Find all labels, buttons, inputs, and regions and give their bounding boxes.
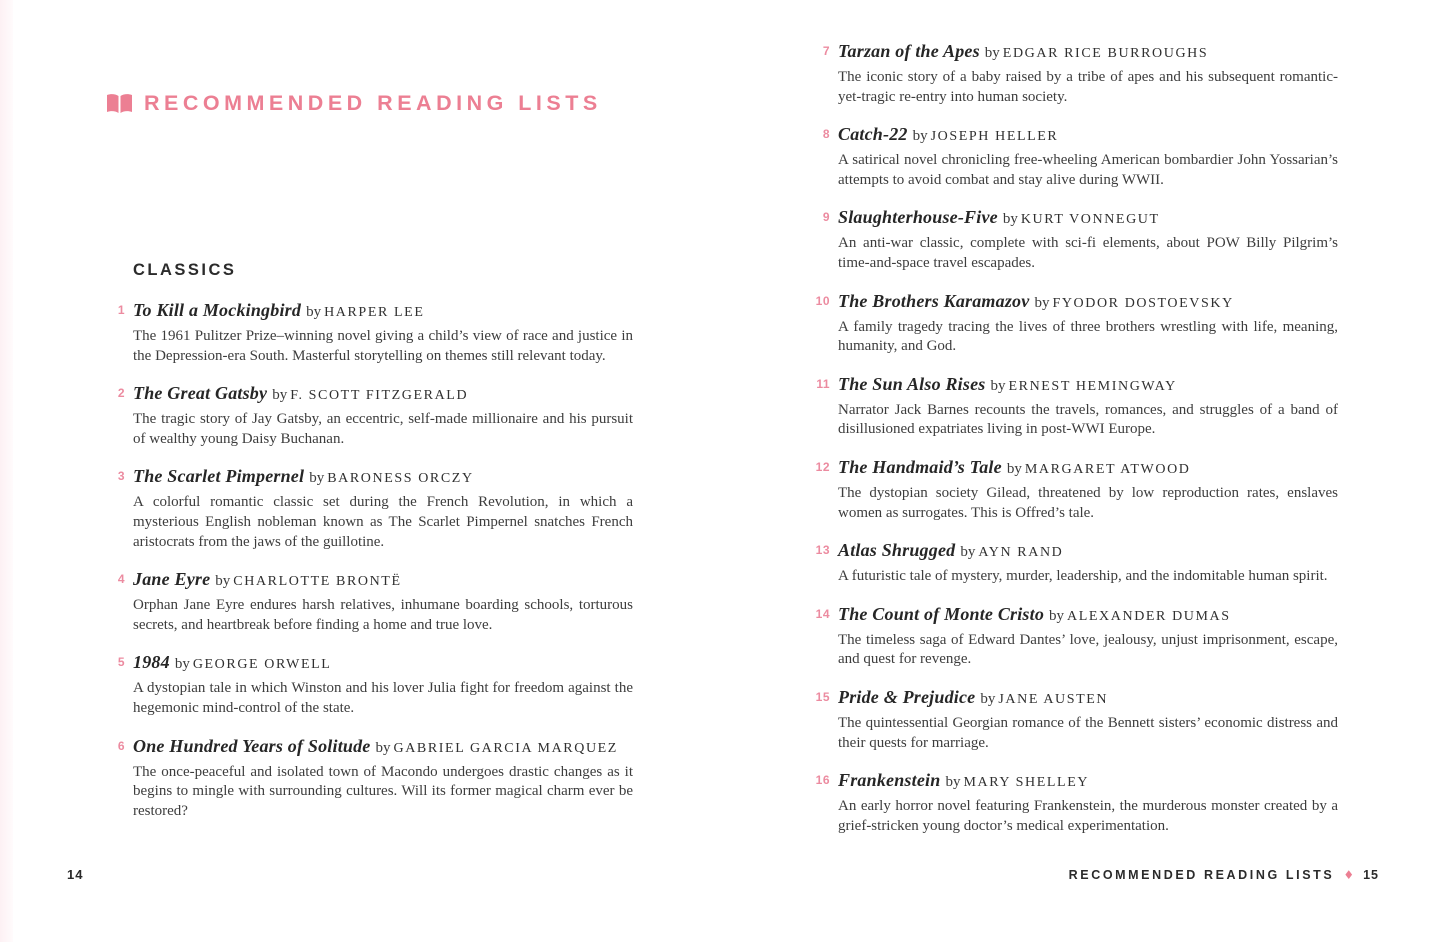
book-description: An early horror novel featuring Frankenstein, the murderous monster created by a grief-stricken young doctor’s medical experimentation. [838,798,1338,834]
by-label: by [1006,460,1022,477]
entry-number: 5 [117,655,125,670]
book-description: The once-peaceful and isolated town of Macondo undergoes drastic changes as it begins to mingle with surrounding cultures. Will its former magical charm ever be restored? [133,763,633,819]
entry-number: 10 [815,293,830,308]
by-label: by [945,774,961,791]
by-label: by [1002,211,1018,228]
book-entry [117,380,633,449]
book-entry [816,371,1338,440]
entry-title-line [133,649,633,678]
book-entry [822,38,1338,107]
book-entry [815,288,1338,357]
book-author: ALEXANDER DUMAS [1067,608,1231,624]
entry-number: 7 [822,44,830,58]
book-author: KURT VONNEGUT [1020,212,1160,228]
book-entry [815,684,1338,753]
book-description: The timeless saga of Edward Dantes’ love, jealousy, unjust imprisonment, escape, and quest for revenge. [838,631,1338,668]
book-author: HARPER LEE [324,305,425,320]
book-description: The tragic story of Jay Gatsby, an eccentric, self-made millionaire and his pursuit of wealthy young Daisy Buchanan. [133,411,633,447]
book-description: A dystopian tale in which Winston and his lover Julia fight for freedom against the hegemonic mind-control of the state. [133,680,633,716]
book-title: The Great Gatsby [133,383,268,404]
entry-title-line [133,463,633,492]
page-edge-strip [0,0,13,942]
entry-title-line [133,297,633,326]
page-number-left: 14 [67,867,84,882]
entry-title-line [838,204,1338,233]
by-label: by [1034,294,1050,311]
by-label: by [980,690,996,707]
book-title: The Sun Also Rises [838,373,986,394]
book-description: A family tragedy tracing the lives of three brothers wrestling with life, meaning, humanity, and God. [838,318,1338,355]
book-description: The quintessential Georgian romance of the Bennett sisters’ economic distress and their quests for marriage. [838,714,1338,751]
book-title: Jane Eyre [133,569,211,590]
book-entry [117,463,633,552]
book-author: MARGARET ATWOOD [1024,461,1191,477]
diamond-icon: ♦ [1343,868,1355,882]
book-entry [815,454,1338,523]
entry-number: 2 [117,386,125,401]
book-description: A satirical novel chronicling free-wheeling American bombardier John Yossarian’s attempts to avoid combat and stay alive during WWII. [838,152,1338,188]
reading-list-right-column [815,38,1338,850]
book-description: The dystopian society Gilead, threatened by low reproduction rates, enslaves women as surrogates. This is Offred’s tale. [838,484,1338,521]
entry-title-line [838,371,1338,400]
entry-title-line [838,38,1338,67]
entry-title-line [838,537,1338,566]
by-label: by [174,656,190,673]
book-entry [815,767,1338,836]
book-title: Catch-22 [838,124,908,145]
book-author: GABRIEL GARCIA MARQUEZ [393,740,618,756]
by-label: by [215,573,231,590]
book-title: One Hundred Years of Solitude [133,735,371,756]
book-title: To Kill a Mockingbird [133,300,302,320]
book-author: JOSEPH HELLER [930,129,1059,145]
reading-list-left-column [117,297,633,835]
book-entry [117,297,633,366]
book-title: Slaughterhouse-Five [838,207,998,228]
entry-number: 4 [117,572,125,587]
chapter-title: RECOMMENDED READING LISTS [144,91,602,115]
entry-number: 9 [822,210,830,225]
page-number-right: 15 [1363,868,1379,882]
book-description: Orphan Jane Eyre endures harsh relatives, inhumane boarding schools, torturous secrets, and heartbreak before finding a home and true love. [133,597,633,633]
entry-title-line [838,121,1338,150]
book-entry [815,601,1338,670]
entry-number: 14 [815,606,830,621]
footer-running-head: RECOMMENDED READING LISTS [1068,868,1335,882]
book-title: The Brothers Karamazov [838,290,1030,311]
entry-number: 6 [117,738,125,753]
open-book-icon [106,93,133,115]
book-entry [117,649,633,718]
by-label: by [375,739,391,756]
by-label: by [306,304,322,320]
footer-running-head-group [1069,868,1379,882]
book-entry [822,121,1338,190]
book-description: A colorful romantic classic set during the French Revolution, in which a mysterious English nobleman known as The Scarlet Pimpernel snatches French aristocrats from the jaws of the guillotine. [133,494,633,550]
book-description: A futuristic tale of mystery, murder, leadership, and the indomitable human spirit. [838,568,1328,585]
entry-title-line [838,684,1338,713]
entry-title-line [838,767,1338,796]
by-label: by [960,544,976,561]
entry-title-line [133,566,633,595]
book-author: FYODOR DOSTOEVSKY [1052,295,1234,311]
by-label: by [912,128,928,145]
book-title: The Handmaid’s Tale [838,456,1002,477]
book-author: EDGAR RICE BURROUGHS [1002,46,1209,61]
book-title: Frankenstein [838,770,941,791]
entry-title-line [838,454,1338,483]
entry-title-line [133,380,633,409]
entry-number: 11 [816,376,830,391]
book-description: The 1961 Pulitzer Prize–winning novel giving a child’s view of race and justice in the Depression-era South. Masterful storytelling on themes still relevant today. [133,328,633,364]
by-label: by [984,45,1000,61]
by-label: by [990,377,1006,394]
entry-number: 1 [117,303,125,317]
book-entry [117,733,633,822]
entry-number: 12 [815,459,830,474]
book-title: The Scarlet Pimpernel [133,466,305,487]
book-description: Narrator Jack Barnes recounts the travels, romances, and struggles of a band of disillusioned expatriates living in post-WWI Europe. [838,401,1338,438]
book-author: BARONESS ORCZY [327,471,474,487]
entry-title-line [133,733,633,762]
by-label: by [272,387,288,404]
entry-title-line [838,601,1338,630]
entry-number: 8 [822,127,830,142]
book-author: GEORGE ORWELL [192,657,332,673]
book-author: CHARLOTTE BRONTË [233,574,402,590]
book-author: JANE AUSTEN [998,691,1109,707]
book-title: Pride & Prejudice [838,686,976,707]
book-entry [822,204,1338,273]
entry-number: 16 [815,773,830,788]
chapter-header [106,91,602,116]
book-description: The iconic story of a baby raised by a tribe of apes and his subsequent romantic-yet-tragic re-entry into human society. [838,69,1338,105]
book-entry [117,566,633,635]
entry-title-line [838,288,1338,317]
entry-number: 15 [815,689,830,704]
book-title: The Count of Monte Cristo [838,603,1045,624]
book-author: F. SCOTT FITZGERALD [290,388,469,404]
entry-number: 3 [117,469,125,484]
book-title: Atlas Shrugged [838,540,956,561]
book-author: MARY SHELLEY [963,775,1090,791]
book-title: 1984 [133,652,170,673]
book-entry [815,537,1338,587]
entry-number: 13 [815,543,830,558]
section-title: CLASSICS [133,261,237,279]
book-author: AYN RAND [978,545,1064,561]
by-label: by [309,470,325,487]
book-title: Tarzan of the Apes [838,41,980,61]
book-description: An anti-war classic, complete with sci-fi elements, about POW Billy Pilgrim’s time-and-space travel escapades. [838,235,1338,271]
by-label: by [1049,607,1065,624]
book-author: ERNEST HEMINGWAY [1008,378,1177,394]
